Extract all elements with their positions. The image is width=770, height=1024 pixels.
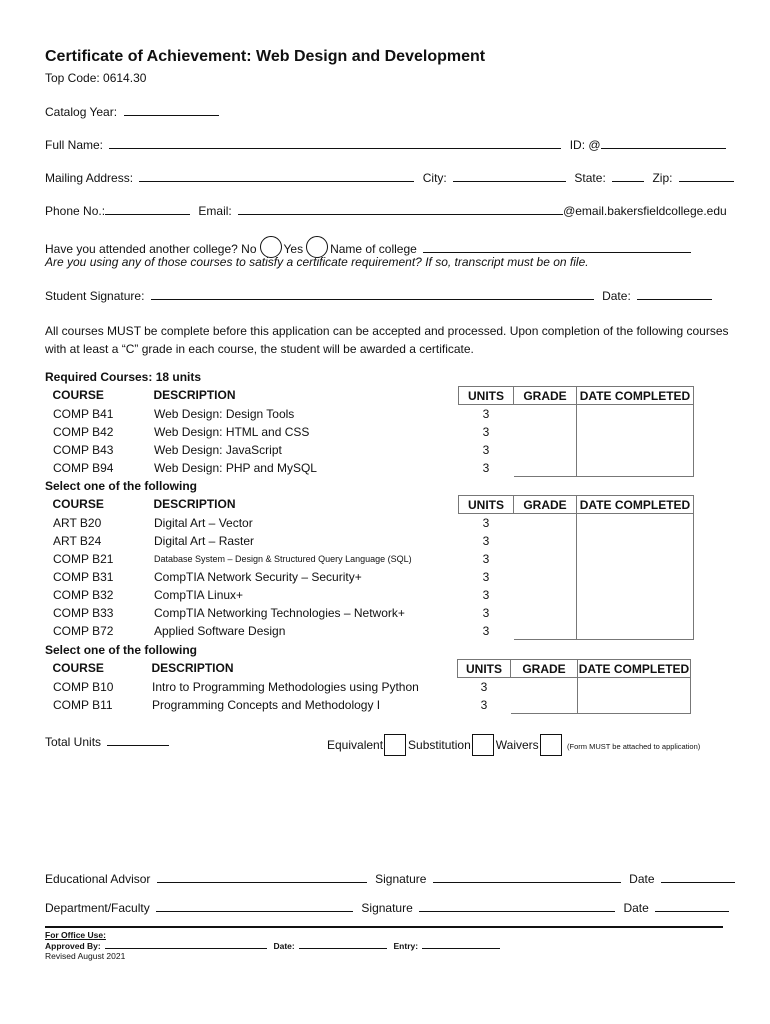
- waivers-label: Waivers: [495, 738, 539, 752]
- date-completed-header: DATE COMPLETED: [578, 661, 690, 676]
- advisor-date-label: Date: [629, 872, 655, 886]
- grade-cell[interactable]: [514, 568, 577, 586]
- full-name-field[interactable]: [109, 137, 561, 149]
- course-units: 3: [482, 442, 490, 457]
- adjustment-row: [327, 734, 700, 756]
- course-units: 3: [482, 623, 490, 638]
- approved-by-label: Approved By:: [45, 941, 101, 951]
- top-code: Top Code: 0614.30: [45, 71, 147, 85]
- transcript-note: Are you using any of those courses to satisfy a certificate requirement? If so, transcript must be on file.: [45, 255, 589, 269]
- date-completed-cell[interactable]: [577, 604, 694, 622]
- course-units: 3: [480, 697, 488, 712]
- table-row: [46, 441, 694, 459]
- state-label: State:: [574, 171, 606, 185]
- date-completed-cell[interactable]: [577, 459, 694, 477]
- student-signature-row: [45, 288, 712, 303]
- course-code: ART B20: [53, 515, 102, 530]
- email-field[interactable]: [238, 203, 563, 215]
- name-of-college-label: Name of college: [330, 242, 417, 256]
- student-date-label: Date:: [602, 289, 631, 303]
- date-completed-cell[interactable]: [577, 550, 694, 568]
- course-description: Programming Concepts and Methodology I: [152, 697, 381, 712]
- course-units: 3: [482, 515, 490, 530]
- zip-label: Zip:: [652, 171, 673, 185]
- page-title: Certificate of Achievement: Web Design and Development: [45, 48, 486, 65]
- approved-by-field[interactable]: [105, 940, 267, 949]
- table-row: [46, 550, 694, 568]
- date-completed-header: DATE COMPLETED: [577, 496, 694, 514]
- course-header: COURSE: [52, 388, 104, 403]
- units-header: UNITS: [459, 496, 514, 514]
- table-header-row: [46, 387, 694, 405]
- total-units-row: [45, 734, 169, 749]
- course-units: 3: [480, 679, 488, 694]
- course-code: COMP B33: [53, 605, 114, 620]
- advisor-name-field[interactable]: [157, 871, 367, 883]
- description-header: DESCRIPTION: [153, 388, 236, 403]
- advisor-date-field[interactable]: [661, 871, 735, 883]
- student-signature-label: Student Signature:: [45, 289, 145, 303]
- table-header-row: [46, 660, 691, 678]
- grade-header: GRADE: [511, 660, 578, 678]
- table-row: [46, 459, 694, 477]
- faculty-signature-row: [45, 900, 729, 915]
- intro-paragraph: All courses MUST be complete before this application can be accepted and processed. Upon completion of the following courses with at least a “C” grade in each course, the student will be awarded a certificate.: [45, 324, 729, 356]
- course-code: COMP B72: [53, 623, 114, 638]
- course-code: COMP B10: [53, 679, 114, 694]
- grade-header: GRADE: [514, 496, 577, 514]
- course-table: [45, 659, 691, 714]
- table-header-row: [46, 496, 694, 514]
- total-units-field[interactable]: [107, 734, 169, 746]
- zip-field[interactable]: [679, 170, 734, 182]
- grade-cell[interactable]: [514, 423, 577, 441]
- course-code: COMP B41: [53, 406, 114, 421]
- date-completed-cell[interactable]: [578, 696, 691, 714]
- section-heading: Required Courses: 18 units: [45, 370, 202, 384]
- equivalent-checkbox[interactable]: [384, 734, 406, 756]
- table-row: [46, 586, 694, 604]
- course-code: COMP B11: [53, 697, 113, 712]
- full-name-row: [45, 137, 726, 152]
- entry-field[interactable]: [422, 940, 500, 949]
- date-completed-cell[interactable]: [577, 423, 694, 441]
- catalog-year-field[interactable]: [124, 104, 219, 116]
- course-description: Web Design: JavaScript: [154, 442, 282, 457]
- mailing-address-field[interactable]: [139, 170, 414, 182]
- office-date-label: Date:: [273, 941, 295, 951]
- table-row: [46, 678, 691, 696]
- course-units: 3: [482, 605, 490, 620]
- course-description: CompTIA Linux+: [154, 587, 244, 602]
- full-name-label: Full Name:: [45, 138, 104, 152]
- date-completed-cell[interactable]: [577, 405, 694, 423]
- table-row: [46, 568, 694, 586]
- state-field[interactable]: [612, 170, 644, 182]
- equivalent-label: Equivalent: [327, 738, 384, 752]
- student-signature-field[interactable]: [151, 288, 594, 300]
- course-code: COMP B43: [53, 442, 114, 457]
- course-units: 3: [482, 587, 490, 602]
- table-row: [46, 532, 694, 550]
- date-completed-cell[interactable]: [577, 586, 694, 604]
- units-header: UNITS: [459, 387, 514, 405]
- course-units: 3: [482, 569, 490, 584]
- course-table: [45, 495, 694, 640]
- student-date-field[interactable]: [637, 288, 712, 300]
- course-units: 3: [482, 460, 490, 475]
- course-description: CompTIA Networking Technologies – Network+: [154, 605, 405, 620]
- entry-label: Entry:: [393, 941, 419, 951]
- mailing-address-label: Mailing Address:: [45, 171, 134, 185]
- course-code: COMP B32: [53, 587, 114, 602]
- grade-cell[interactable]: [514, 441, 577, 459]
- course-units: 3: [482, 406, 490, 421]
- course-code: COMP B31: [53, 569, 114, 584]
- grade-cell[interactable]: [514, 550, 577, 568]
- grade-cell[interactable]: [514, 405, 577, 423]
- table-row: [46, 405, 694, 423]
- revised-date: Revised August 2021: [45, 951, 126, 961]
- course-code: COMP B94: [53, 460, 114, 475]
- waivers-checkbox[interactable]: [540, 734, 562, 756]
- attended-question: Have you attended another college?: [45, 242, 238, 256]
- course-description: Web Design: HTML and CSS: [154, 424, 310, 439]
- date-completed-cell[interactable]: [577, 568, 694, 586]
- faculty-name-field[interactable]: [156, 900, 353, 912]
- course-description: Digital Art – Raster: [154, 533, 255, 548]
- phone-field[interactable]: [105, 203, 190, 215]
- grade-cell[interactable]: [511, 678, 578, 696]
- table-row: [46, 423, 694, 441]
- course-description: Web Design: PHP and MySQL: [154, 460, 317, 475]
- grade-header: GRADE: [514, 387, 577, 405]
- faculty-date-field[interactable]: [655, 900, 729, 912]
- grade-cell[interactable]: [514, 514, 577, 532]
- course-description: Applied Software Design: [154, 623, 286, 638]
- course-units: 3: [482, 551, 490, 566]
- course-code: COMP B21: [53, 551, 114, 566]
- grade-cell[interactable]: [511, 696, 578, 714]
- email-domain: @email.bakersfieldcollege.edu: [563, 204, 727, 218]
- divider: [45, 926, 723, 928]
- description-header: DESCRIPTION: [153, 497, 236, 512]
- no-label: No: [241, 242, 257, 256]
- date-completed-cell[interactable]: [577, 532, 694, 550]
- city-label: City:: [422, 171, 447, 185]
- waiver-note: (Form MUST be attached to application): [567, 742, 701, 751]
- course-header: COURSE: [52, 661, 104, 676]
- faculty-signature-field[interactable]: [419, 900, 615, 912]
- faculty-date-label: Date: [623, 901, 649, 915]
- faculty-signature-label: Signature: [361, 901, 413, 915]
- phone-label: Phone No.:: [45, 204, 106, 218]
- phone-email-row: [45, 203, 727, 218]
- faculty-label: Department/Faculty: [45, 901, 150, 915]
- grade-cell[interactable]: [514, 459, 577, 477]
- date-completed-cell[interactable]: [577, 514, 694, 532]
- catalog-year-label: Catalog Year:: [45, 105, 118, 119]
- id-field[interactable]: [601, 137, 726, 149]
- office-use-heading: For Office Use:: [45, 930, 106, 940]
- course-description: Database System – Design & Structured Query Language (SQL): [154, 553, 412, 564]
- table-row: [46, 514, 694, 532]
- grade-cell[interactable]: [514, 586, 577, 604]
- id-label: ID: @: [569, 138, 601, 152]
- office-date-field[interactable]: [299, 940, 387, 949]
- substitution-label: Substitution: [408, 738, 471, 752]
- course-units: 3: [482, 424, 490, 439]
- grade-cell[interactable]: [514, 532, 577, 550]
- advisor-signature-field[interactable]: [433, 871, 621, 883]
- section-heading: Select one of the following: [45, 643, 198, 657]
- date-completed-header: DATE COMPLETED: [577, 387, 694, 405]
- city-field[interactable]: [453, 170, 566, 182]
- course-description: Web Design: Design Tools: [154, 406, 295, 421]
- substitution-checkbox[interactable]: [472, 734, 494, 756]
- course-code: ART B24: [53, 533, 102, 548]
- date-completed-cell[interactable]: [577, 622, 694, 640]
- grade-cell[interactable]: [514, 604, 577, 622]
- total-units-label: Total Units: [45, 735, 102, 749]
- grade-cell[interactable]: [514, 622, 577, 640]
- date-completed-cell[interactable]: [578, 678, 691, 696]
- email-label: Email:: [198, 204, 232, 218]
- catalog-year-row: [45, 104, 219, 119]
- units-header: UNITS: [458, 660, 511, 678]
- course-header: COURSE: [52, 497, 104, 512]
- yes-label: Yes: [283, 242, 304, 256]
- mailing-address-row: [45, 170, 734, 185]
- course-code: COMP B42: [53, 424, 114, 439]
- course-units: 3: [482, 533, 490, 548]
- advisor-signature-label: Signature: [375, 872, 427, 886]
- advisor-signature-row: [45, 871, 735, 886]
- table-row: [46, 696, 691, 714]
- section-heading: Select one of the following: [45, 479, 198, 493]
- course-description: CompTIA Network Security – Security+: [154, 569, 362, 584]
- table-row: [46, 604, 694, 622]
- course-description: Digital Art – Vector: [154, 515, 253, 530]
- office-use-row: [45, 940, 500, 951]
- course-table: [45, 386, 694, 477]
- course-description: Intro to Programming Methodologies using Python: [152, 679, 419, 694]
- table-row: [46, 622, 694, 640]
- date-completed-cell[interactable]: [577, 441, 694, 459]
- description-header: DESCRIPTION: [151, 661, 234, 676]
- advisor-label: Educational Advisor: [45, 872, 151, 886]
- name-of-college-field[interactable]: [423, 241, 691, 253]
